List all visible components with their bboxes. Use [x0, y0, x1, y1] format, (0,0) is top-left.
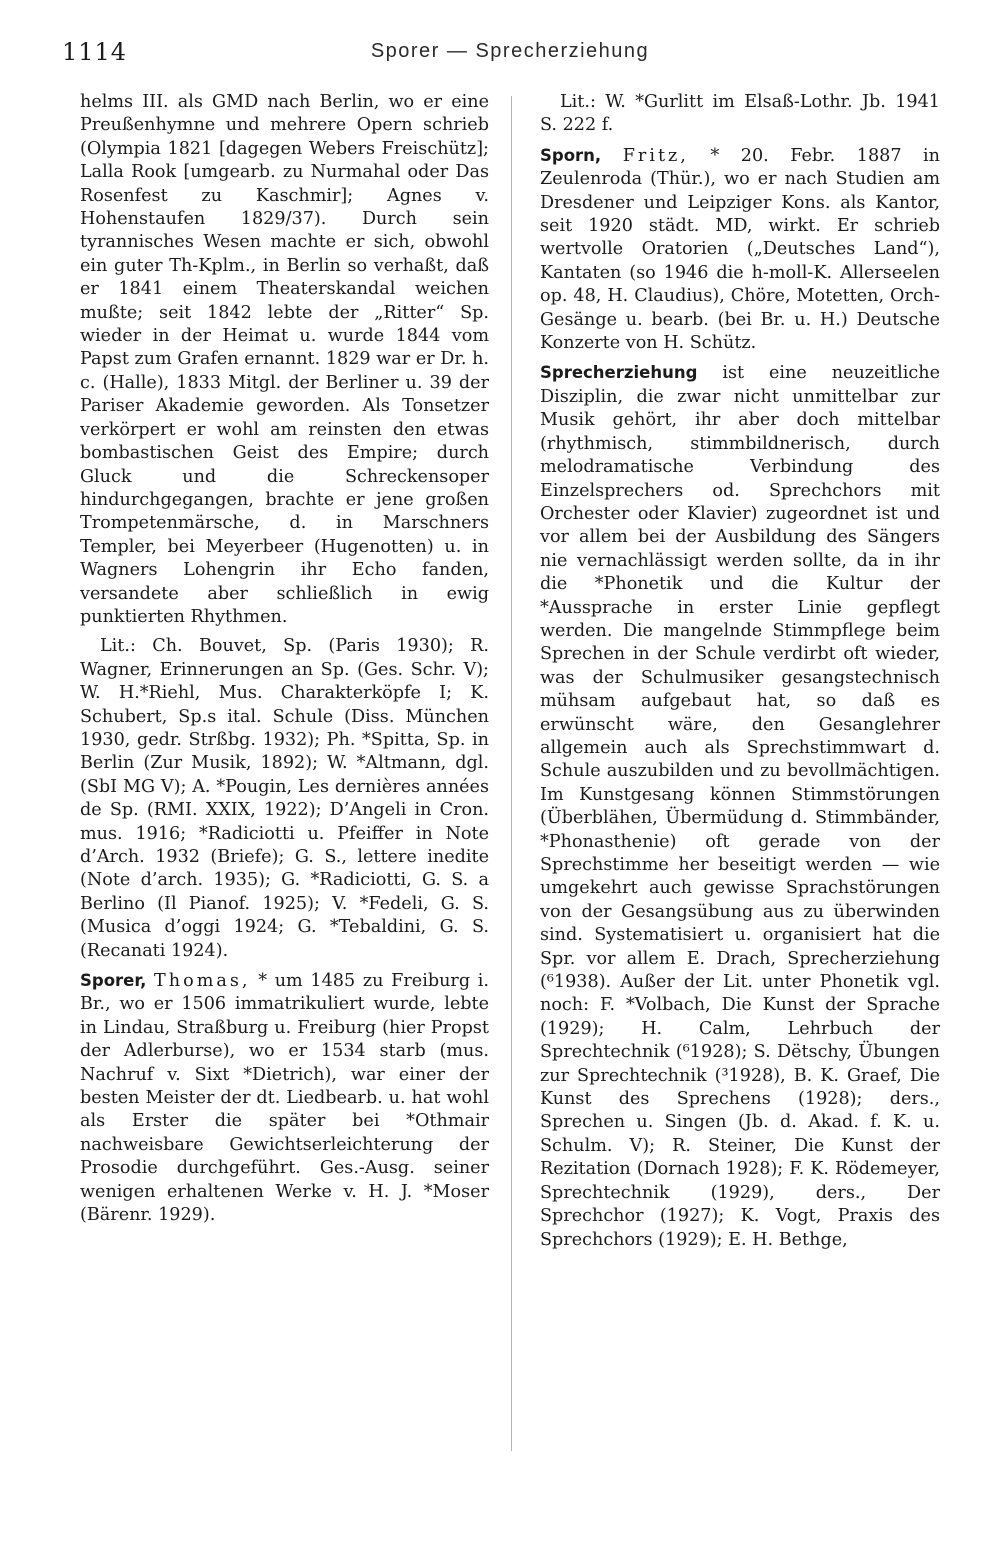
sporer-given-name: Thomas,: [154, 971, 251, 992]
sporer-body: * um 1485 zu Freiburg i. Br., wo er 1506 immatrikuliert wurde, lebte in Lindau, Straßburg u. Freiburg (hier Propst der Adlerburse), wo er 1534 starb (mus. Nachruf v. Sixt *Dietrich), war einer der besten Meister der dt. Liedbearb. u. hat wohl als Erster die später bei *Othmair nachweisbare Gewichtserleichterung der Prosodie durchgeführt. Ges.-Ausg. seiner wenigen erhaltenen Werke v. H. J. *Moser (Bärenr. 1929).: [80, 971, 490, 1226]
headword-sporn: Sporn,: [540, 145, 602, 165]
column-divider: [511, 96, 512, 1451]
spontini-literature: Lit.: Ch. Bouvet, Sp. (Paris 1930); R. Wagner, Erinnerungen an Sp. (Ges. Schr. V); W. H.*Riehl, Mus. Charakterköpfe I; K. Schubert, Sp.s ital. Schule (Diss. München 1930, gedr. Strßbg. 1932); Ph. *Spitta, Sp. in Berlin (Zur Musik, 1892); W. *Altmann, dgl. (SbI MG V); A. *Pougin, Les dernières années de Sp. (RMI. XXIX, 1922); D’Angeli in Cron. mus. 1916; *Radiciotti u. Pfeiffer in Note d’Arch. 1932 (Briefe); G. S., lettere inedite (Note d’arch. 1935); G. *Radiciotti, G. S. a Berlino (Il Pianof. 1925); V. *Fedeli, G. S. (Musica d’oggi 1924; G. *Tebaldini, G. S. (Recanati 1924).: [80, 636, 489, 961]
sporer-literature: Lit.: W. *Gurlitt im Elsaß-Lothr. Jb. 1941 S. 222 f.: [540, 92, 940, 136]
sprecherziehung-body: ist eine neuzeitliche Disziplin, die zwar nicht unmittelbar zur Musik gehört, ihr aber doch mittelbar (rhythmisch, stimmbildnerisch, durch melodramatische Verbindung des Einzelsprechers od. Sprechchors mit Orchester oder Klavier) zugeordnet ist und vor allem bei der Ausbildung des Sängers nie vernachlässigt werden sollte, da in ihr die *Phonetik und die Kultur der *Aussprache in erster Linie gepflegt werden. Die mangelnde Stimmpflege beim Sprechen in der Schule verdirbt oft wieder, was der Schulmusiker gesangstechnisch mühsam aufgebaut hat, so daß es erwünscht wäre, den Gesanglehrer allgemein auch als Sprechstimmwart d. Schule auszubilden und zu bevollmächtigen. Im Kunstgesang können Stimmstörungen (Überblähen, Übermüdung d. Stimmbänder, *Phonasthenie) oft gerade von der Sprechstimme her beseitigt werden — wie umgekehrt auch gewisse Sprachstörungen von der Gesangsübung aus zu überwinden sind. Systematisiert u. organisiert hat die Spr. vor allem E. Drach, Sprecherziehung (⁶1938). Außer der Lit. unter Phonetik vgl. noch: F. *Volbach, Die Kunst der Sprache (1929); H. Calm, Lehrbuch der Sprechtechnik (⁶1928); S. Dëtschy, Übungen zur Sprechtechnik (³1928), B. K. Graef, Die Kunst des Sprechens (1928); ders., Sprechen u. Singen (Jb. d. Akad. f. K. u. Schulm. V); R. Steiner, Die Kunst der Rezitation (Dornach 1928); F. K. Rödemeyer, Sprechtechnik (1929), ders., Der Sprechchor (1927); K. Vogt, Praxis des Sprechchors (1929); E. H. Bethge,: [540, 363, 941, 1250]
entry-sprecherziehung: [540, 361, 940, 1251]
left-column: [80, 91, 489, 1228]
headword-sporer: Sporer,: [80, 971, 147, 991]
sporn-body: * 20. Febr. 1887 in Zeulenroda (Thür.), wo er nach Studien am Dresdener und Leipziger Kons. als Kantor, seit 1920 städt. MD, wirkt. Er schrieb wertvolle Oratorien („Deutsches Land“), Kantaten (so 1946 die h-moll-K. Allerseelen op. 48, H. Claudius), Chöre, Motetten, Orch-Gesänge u. bearb. (bei Br. u. H.) Deutsche Konzerte von H. Schütz.: [540, 145, 941, 354]
entry-sporn: [540, 144, 940, 356]
page-number: 1114: [62, 38, 128, 66]
entry-sporer: [80, 969, 489, 1227]
running-head: Sporer — Sprecherziehung: [370, 40, 650, 62]
sporn-given-name: Fritz,: [622, 145, 689, 166]
headword-sprecherziehung: Sprecherziehung: [540, 363, 698, 383]
right-column: [540, 91, 940, 1252]
spontini-continuation: helms III. als GMD nach Berlin, wo er eine Preußenhymne und mehrere Opern schrieb (Olympia 1821 [dagegen Webers Freischütz]; Lalla Rook [umgearb. zu Nurmahal oder Das Rosenfest zu Kaschmir]; Agnes v. Hohenstaufen 1829/37). Durch sein tyrannisches Wesen machte er sich, obwohl ein guter Th-Kplm., in Berlin so verhaßt, daß er 1841 einem Theaterskandal weichen mußte; seit 1842 lebte der „Ritter“ Sp. wieder in der Heimat u. wurde 1844 vom Papst zum Grafen ernannt. 1829 war er Dr. h. c. (Halle), 1833 Mitgl. der Berliner u. 39 der Pariser Akademie geworden. Als Tonsetzer verkörpert er wohl am reinsten den etwas bombastischen Geist des Empire; durch Gluck und die Schreckensoper hindurchgegangen, brachte er jene großen Trompetenmärsche, d. in Marschners Templer, bei Meyerbeer (Hugenotten) u. in Wagners Lohengrin ihr Echo fanden, versandete aber schließlich in ewig punktierten Rhythmen.: [80, 92, 489, 627]
